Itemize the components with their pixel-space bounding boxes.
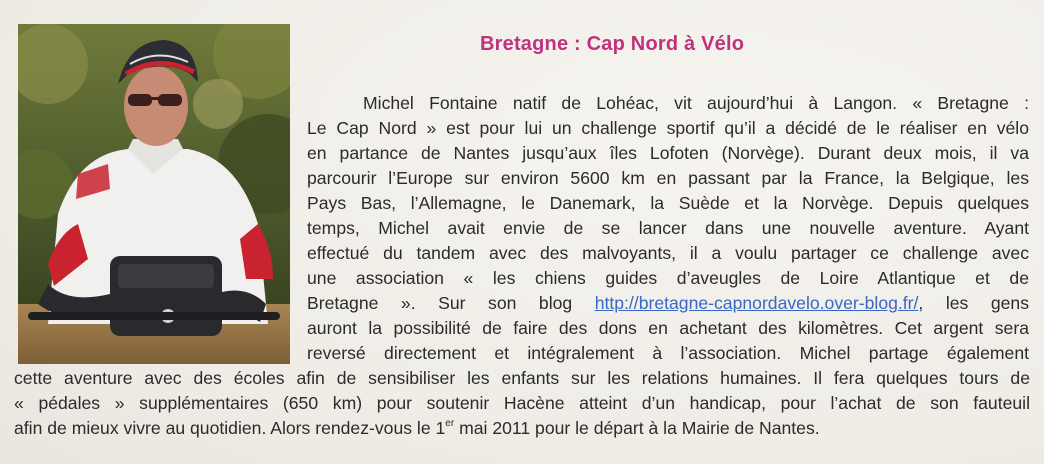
paragraph-line: Michel Fontaine natif de Lohéac, vit aujourd’hui à Langon. « Bretagne :: [363, 93, 1029, 113]
paragraph-line-with-link: [307, 291, 1029, 315]
ordinal-superscript: er: [445, 418, 455, 429]
paragraph-line-with-superscript: [14, 416, 820, 440]
blog-link[interactable]: http://bretagne-capnordavelo.over-blog.fr/: [594, 293, 919, 313]
paragraph-line: temps, Michel avait envie de se lancer dans une nouvelle aventure. Ayant: [307, 218, 1029, 238]
paragraph-line: Pays Bas, l’Allemagne, le Danemark, la Suède et la Norvège. Depuis quelques: [307, 193, 1029, 213]
article-title: Bretagne : Cap Nord à Vélo: [480, 33, 745, 55]
paragraph-line: parcourir l’Europe sur environ 5600 km en passant par la France, la Belgique, les: [307, 168, 1029, 188]
cyclist-photo: [18, 24, 290, 364]
paragraph-line: auront la possibilité de faire des dons en achetant des kilomètres. Cet argent sera: [307, 318, 1029, 338]
paragraph-text: , les gens: [918, 293, 1029, 313]
paragraph-text: afin de mieux vivre au quotidien. Alors rendez-vous le 1: [14, 418, 446, 438]
paragraph-text: mai 2011 pour le départ à la Mairie de Nantes.: [454, 418, 820, 438]
paragraph-line: une association « les chiens guides d’aveugles de Loire Atlantique et de: [307, 268, 1029, 288]
paragraph-text: Bretagne ». Sur son blog: [307, 293, 595, 313]
paragraph-line: Le Cap Nord » est pour lui un challenge sportif qu’il a décidé de le réaliser en vélo: [307, 118, 1029, 138]
paragraph-line: reversé directement et intégralement à l’association. Michel partage également: [307, 343, 1029, 363]
paragraph-line: en partance de Nantes jusqu’aux îles Lofoten (Norvège). Durant deux mois, il va: [307, 143, 1029, 163]
paragraph-line: effectué du tandem avec des malvoyants, il a voulu partager ce challenge avec: [307, 243, 1029, 263]
paragraph-line: « pédales » supplémentaires (650 km) pour soutenir Hacène atteint d’un handicap, pour l’achat de son fauteuil: [14, 393, 1030, 413]
paragraph-line: cette aventure avec des écoles afin de sensibiliser les enfants sur les relations humaines. Il fera quelques tours de: [14, 368, 1030, 388]
